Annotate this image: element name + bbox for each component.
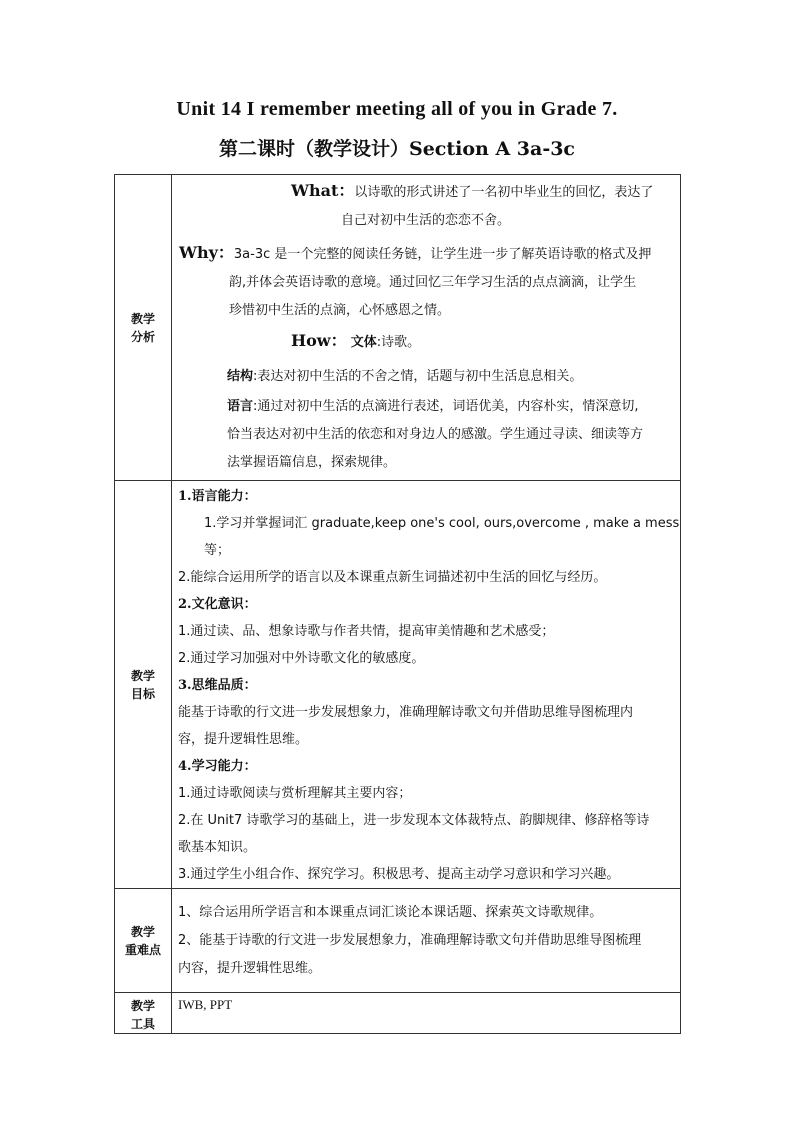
goal-heading-thinking: 3.思维品质： [178,678,257,693]
table-row-tools [115,993,681,1034]
label-analysis: 教学 分析 [115,175,172,481]
language-heading: 语言 [227,399,254,414]
lesson-plan-table [114,174,681,1034]
goal-heading-culture: 2.文化意识： [178,597,257,612]
structure-heading: 结构 [227,369,254,384]
tools-content [172,993,681,1034]
tools-text: IWB, PPT [178,997,233,1012]
analysis-content: What：以诗歌的形式讲述了一名初中毕业生的回忆，表达了 自己对初中生活的恋恋不舍。 Why：3a-3c 是一个完整的阅读任务链，让学生进一步了解英语诗歌的格式及押 韵,并体会英语诗歌的意境。通过回忆三年学习生活的点点滴滴，让学生 珍惜初中生活的点滴，心怀感恩之情。 How： 文体:诗歌。 结构:表达对初中生活的不舍之情，话题与初中生活息息相关。 语言:通过对初中生活的点滴进行表述，词语优美，内容朴实，情深意切, 恰当表达对初中生活的依恋和对身边人的感激。学生通过寻读、细读等方 法掌握语篇信息，探索规律。 [172,175,681,481]
label-tools: 教学 工具 [115,993,172,1034]
label-goals: 教学 目标 [115,481,172,889]
how-heading: How： [291,331,347,350]
keypoints-content: 1、综合运用所学语言和本课重点词汇谈论本课话题、探索英文诗歌规律。 2、能基于诗歌的行文进一步发展想象力，准确理解诗歌文句并借助思维导图梳理 内容，提升逻辑性思维。 [172,889,681,993]
goals-content: 1.语言能力： 1.学习并掌握词汇 graduate,keep one's cool, ours,overcome , make a mess等； 2.能综合运用所学的语言以及本课重点新生词描述初中生活的回忆与经历。 2.文化意识： 1.通过读、品、想象诗歌与作者共情，提高审美情趣和艺术感受； 2.通过学习加强对中外诗歌文化的敏感度。 3.思维品质： 能基于诗歌的行文进一步发展想象力，准确理解诗歌文句并借助思维导图梳理内 容，提升逻辑性思维。 4.学习能力： 1.通过诗歌阅读与赏析理解其主要内容； 2.在 Unit7 诗歌学习的基础上，进一步发现本文体裁特点、韵脚规律、修辞格等诗 歌基本知识。 3.通过学生小组合作、探究学习。积极思考、提高主动学习意识和学习兴趣。 [172,481,681,889]
why-heading: Why： [179,243,234,262]
document-subtitle: 第二课时（教学设计）Section A 3a-3c [218,138,576,160]
table-row-goals [115,481,681,889]
goal-heading-language: 1.语言能力： [178,489,257,504]
goal-heading-learning: 4.学习能力： [178,759,257,774]
label-keypoints: 教学 重难点 [115,889,172,993]
genre-heading: 文体 [350,335,377,350]
what-heading: What： [291,181,355,200]
table-row-analysis [115,175,681,481]
table-row-keypoints [115,889,681,993]
why-text: 3a-3c 是一个完整的阅读任务链，让学生进一步了解英语诗歌的格式及押 [233,247,652,262]
document-title: Unit 14 I remember meeting all of you in Grade 7. [176,98,618,120]
what-text: 以诗歌的形式讲述了一名初中毕业生的回忆，表达了 [354,185,654,200]
